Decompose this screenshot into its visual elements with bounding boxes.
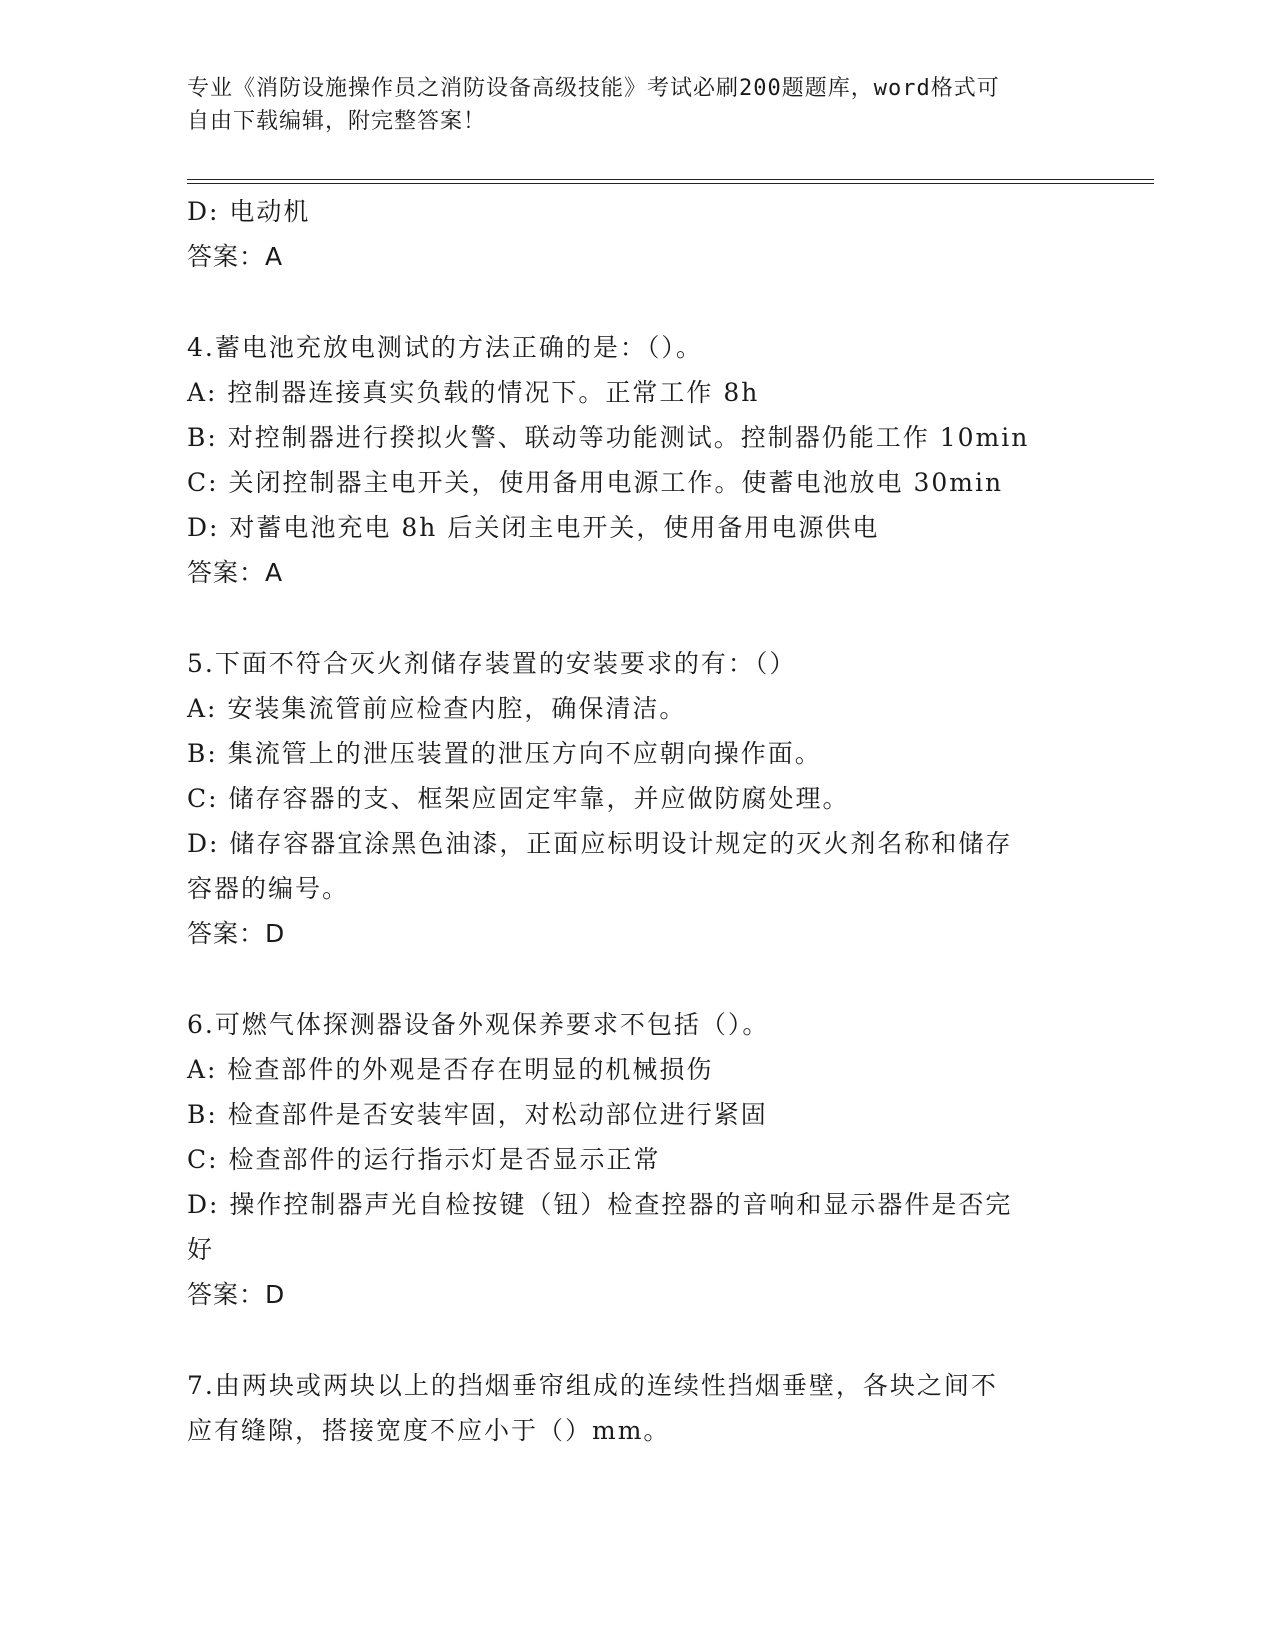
header-title-line-2: 自由下载编辑，附完整答案！ bbox=[187, 109, 487, 134]
header-divider-bottom bbox=[187, 183, 1154, 184]
option-d: D: 电动机 bbox=[187, 197, 311, 226]
question-4 bbox=[187, 325, 1087, 595]
question-5 bbox=[187, 641, 1087, 956]
answer: 答案：A bbox=[187, 242, 284, 271]
option-d-line-1: D: 操作控制器声光自检按键（钮）检查控器的音响和显示器件是否完 bbox=[187, 1190, 1013, 1219]
question-text: 5.下面不符合灭火剂储存装置的安装要求的有：（） bbox=[187, 649, 797, 678]
option-d-line-2: 好 bbox=[187, 1235, 215, 1264]
option-b: B: 集流管上的泄压装置的泄压方向不应朝向操作面。 bbox=[187, 739, 822, 768]
question-6 bbox=[187, 1002, 1087, 1317]
header-title-line-1: 专业《消防设施操作员之消防设备高级技能》考试必刷200题题库，word格式可 bbox=[187, 76, 1000, 101]
answer: 答案：D bbox=[187, 919, 286, 948]
page-header bbox=[187, 72, 1067, 138]
question-7 bbox=[187, 1363, 1087, 1453]
option-a: A: 安装集流管前应检查内腔，确保清洁。 bbox=[187, 694, 687, 723]
option-a: A: 检查部件的外观是否存在明显的机械损伤 bbox=[187, 1055, 714, 1084]
question-text: 6.可燃气体探测器设备外观保养要求不包括（）。 bbox=[187, 1010, 770, 1039]
question-3-tail bbox=[187, 189, 1087, 279]
option-c: C: 关闭控制器主电开关，使用备用电源工作。使蓄电池放电 30min bbox=[187, 468, 1004, 497]
option-c: C: 检查部件的运行指示灯是否显示正常 bbox=[187, 1145, 661, 1174]
option-b: B: 对控制器进行揆拟火警、联动等功能测试。控制器仍能工作 10min bbox=[187, 423, 1030, 452]
option-a: A: 控制器连接真实负载的情况下。正常工作 8h bbox=[187, 378, 760, 407]
question-list bbox=[187, 189, 1087, 1453]
answer: 答案：A bbox=[187, 558, 284, 587]
option-d: D: 对蓄电池充电 8h 后关闭主电开关，使用备用电源供电 bbox=[187, 513, 880, 542]
option-b: B: 检查部件是否安装牢固，对松动部位进行紧固 bbox=[187, 1100, 768, 1129]
header-divider-top bbox=[187, 179, 1154, 180]
answer: 答案：D bbox=[187, 1280, 286, 1309]
option-d-line-1: D: 储存容器宜涂黑色油漆，正面应标明设计规定的灭火剂名称和储存 bbox=[187, 829, 1013, 858]
option-c: C: 储存容器的支、框架应固定牢靠，并应做防腐处理。 bbox=[187, 784, 850, 813]
question-text-line-1: 7.由两块或两块以上的挡烟垂帘组成的连续性挡烟垂壁，各块之间不 bbox=[187, 1371, 998, 1400]
question-text-line-2: 应有缝隙，搭接宽度不应小于（）mm。 bbox=[187, 1416, 671, 1445]
option-d-line-2: 容器的编号。 bbox=[187, 874, 350, 903]
question-text: 4.蓄电池充放电测试的方法正确的是：（）。 bbox=[187, 333, 703, 362]
